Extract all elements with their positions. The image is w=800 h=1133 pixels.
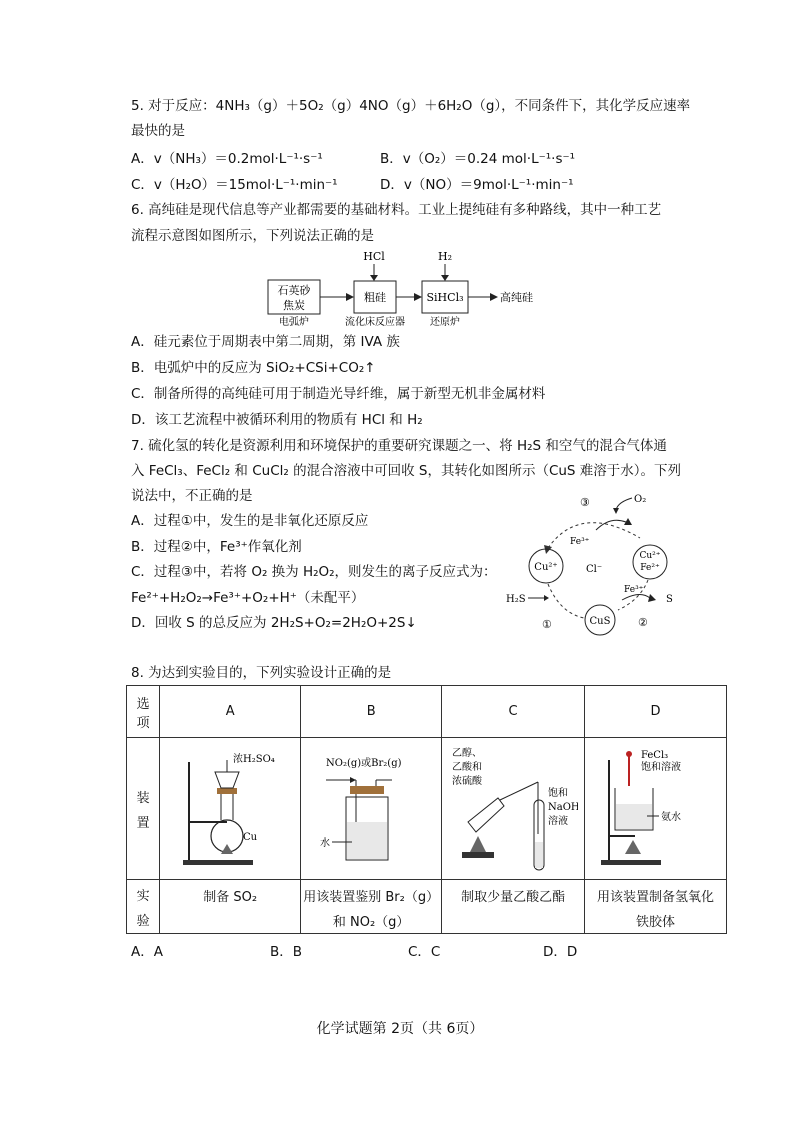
table-row-apparatus-label: 装 置 bbox=[127, 738, 160, 880]
q7-stem-line2: 入 FeCl₃、FeCl₂ 和 CuCl₂ 的混合溶液中可回收 S，其转化如图所示（CuS 难溶于水）。下列 bbox=[131, 463, 682, 479]
apparatus-d-label-1: FeCl₃ bbox=[640, 749, 668, 761]
apparatus-c-label-3: 浓硫酸 bbox=[452, 775, 483, 787]
q7-option-a: A．过程①中，发生的是非氧化还原反应 bbox=[131, 513, 369, 529]
q5-option-d: D．v（NO）＝9mol·L⁻¹·min⁻¹ bbox=[380, 177, 574, 193]
q6-option-a: A．硅元素位于周期表中第二周期，第 IVA 族 bbox=[131, 334, 400, 350]
q6-option-c: C．制备所得的高纯硅可用于制造光导纤维，属于新型无机非金属材料 bbox=[131, 386, 546, 402]
q8-answer-d: D．D bbox=[543, 944, 578, 960]
apparatus-b-drawing bbox=[306, 742, 436, 872]
apparatus-b-label-water: 水 bbox=[320, 837, 331, 849]
q7-option-d: D．回收 S 的总反应为 2H₂S+O₂=2H₂O+2S↓ bbox=[131, 615, 417, 631]
cycle-cu2-fe2-line2: Fe²⁺ bbox=[640, 563, 660, 573]
table-col-c: C bbox=[442, 686, 585, 738]
apparatus-b-label-gas: NO₂(g)或Br₂(g) bbox=[326, 757, 402, 769]
cycle-fe3-right: Fe³⁺ bbox=[624, 585, 644, 595]
table-row-experiment-label: 实 验 bbox=[127, 880, 160, 934]
table-col-d: D bbox=[585, 686, 727, 738]
q8-answer-a: A．A bbox=[131, 944, 163, 960]
flow-box3: SiHCl₃ bbox=[426, 291, 464, 304]
q7-option-b: B．过程②中，Fe³⁺作氧化剂 bbox=[131, 539, 302, 555]
q6-stem-line2: 流程示意图如图所示，下列说法正确的是 bbox=[131, 228, 374, 244]
cycle-h2s: H₂S bbox=[506, 594, 526, 605]
flow-box2: 粗硅 bbox=[364, 291, 386, 304]
q8-table bbox=[126, 685, 727, 934]
q6-option-b: B．电弧炉中的反应为 SiO₂+CSi+CO₂↑ bbox=[131, 360, 376, 376]
apparatus-c-label-1: 乙醇、 bbox=[452, 747, 483, 759]
q5-option-a: A．v（NH₃）＝0.2mol·L⁻¹·s⁻¹ bbox=[131, 151, 323, 167]
cycle-step3: ③ bbox=[580, 496, 590, 509]
apparatus-a-label-acid: 浓H₂SO₄ bbox=[233, 753, 275, 765]
cycle-cus: CuS bbox=[589, 616, 611, 627]
cycle-cu2: Cu²⁺ bbox=[534, 562, 558, 573]
flow-box1-line2: 焦炭 bbox=[283, 299, 305, 312]
apparatus-c-label-5: NaOH bbox=[548, 801, 579, 813]
flow-box3-label: 还原炉 bbox=[430, 317, 460, 328]
apparatus-a bbox=[160, 738, 301, 880]
q5-stem-line1: 5. 对于反应：4NH₃（g）＋5O₂（g）4NO（g）＋6H₂O（g），不同条件下，其化学反应速率 bbox=[131, 98, 691, 114]
experiment-b: 用该装置鉴别 Br₂（g） 和 NO₂（g） bbox=[301, 880, 442, 934]
flow-box2-label: 流化床反应器 bbox=[345, 317, 405, 328]
q7-stem-line3: 说法中，不正确的是 bbox=[131, 488, 253, 504]
apparatus-c-drawing bbox=[448, 742, 578, 872]
q8-answer-c: C．C bbox=[408, 944, 441, 960]
q6-stem-line1: 6. 高纯硅是现代信息等产业都需要的基础材料。工业上提纯硅有多种路线，其中一种工艺 bbox=[131, 202, 662, 218]
table-col-a: A bbox=[160, 686, 301, 738]
experiment-a: 制备 SO₂ bbox=[160, 880, 301, 934]
q5-stem-line2: 最快的是 bbox=[131, 123, 185, 139]
cycle-cu2-fe2-line1: Cu²⁺ bbox=[639, 551, 661, 561]
cycle-o2: O₂ bbox=[634, 494, 647, 505]
apparatus-a-drawing bbox=[165, 742, 295, 872]
apparatus-d-label-2: 饱和溶液 bbox=[640, 761, 681, 773]
q7-stem-line1: 7. 硫化氢的转化是资源利用和环境保护的重要研究课题之一、将 H₂S 和空气的混合气体通 bbox=[131, 438, 667, 454]
q6-option-d: D．该工艺流程中被循环利用的物质有 HCl 和 H₂ bbox=[131, 412, 423, 428]
q7-option-c-line1: C．过程③中，若将 O₂ 换为 H₂O₂，则发生的离子反应式为： bbox=[131, 564, 497, 580]
apparatus-b bbox=[301, 738, 442, 880]
q5-option-b: B．v（O₂）＝0.24 mol·L⁻¹·s⁻¹ bbox=[380, 151, 576, 167]
q7-cycle-diagram bbox=[500, 488, 700, 638]
flow-output: 高纯硅 bbox=[500, 291, 533, 304]
q8-stem: 8. 为达到实验目的，下列实验设计正确的是 bbox=[131, 665, 392, 681]
flow-input-hcl: HCl bbox=[363, 250, 385, 263]
apparatus-c-label-2: 乙酸和 bbox=[452, 761, 483, 773]
q6-flow-diagram bbox=[262, 248, 572, 330]
apparatus-c-label-6: 溶液 bbox=[548, 815, 569, 827]
cycle-step1: ① bbox=[542, 618, 552, 631]
flow-input-h2: H₂ bbox=[437, 250, 453, 263]
apparatus-d bbox=[585, 738, 727, 880]
apparatus-c bbox=[442, 738, 585, 880]
cycle-fe3-top: Fe³⁺ bbox=[570, 537, 590, 547]
flow-box1-line1: 石英砂 bbox=[277, 284, 311, 297]
q8-answer-b: B．B bbox=[270, 944, 303, 960]
table-col-b: B bbox=[301, 686, 442, 738]
q7-option-c-line2: Fe²⁺+H₂O₂→Fe³⁺+O₂+H⁺（未配平） bbox=[131, 590, 365, 606]
apparatus-d-label-3: 氨水 bbox=[660, 811, 681, 823]
cycle-step2: ② bbox=[638, 616, 648, 629]
experiment-d: 用该装置制备氢氧化 铁胶体 bbox=[585, 880, 727, 934]
apparatus-a-label-cu: Cu bbox=[243, 831, 258, 843]
experiment-c: 制取少量乙酸乙酯 bbox=[442, 880, 585, 934]
q5-option-c: C．v（H₂O）＝15mol·L⁻¹·min⁻¹ bbox=[131, 177, 338, 193]
cycle-cl: Cl⁻ bbox=[586, 564, 603, 575]
apparatus-c-label-4: 饱和 bbox=[548, 787, 569, 799]
apparatus-d-drawing bbox=[591, 742, 721, 872]
cycle-s: S bbox=[666, 594, 673, 605]
flow-box1-label: 电弧炉 bbox=[279, 317, 309, 328]
page-footer: 化学试题第 2页（共 6页） bbox=[316, 1021, 484, 1037]
table-header-label: 选 项 bbox=[127, 686, 160, 738]
